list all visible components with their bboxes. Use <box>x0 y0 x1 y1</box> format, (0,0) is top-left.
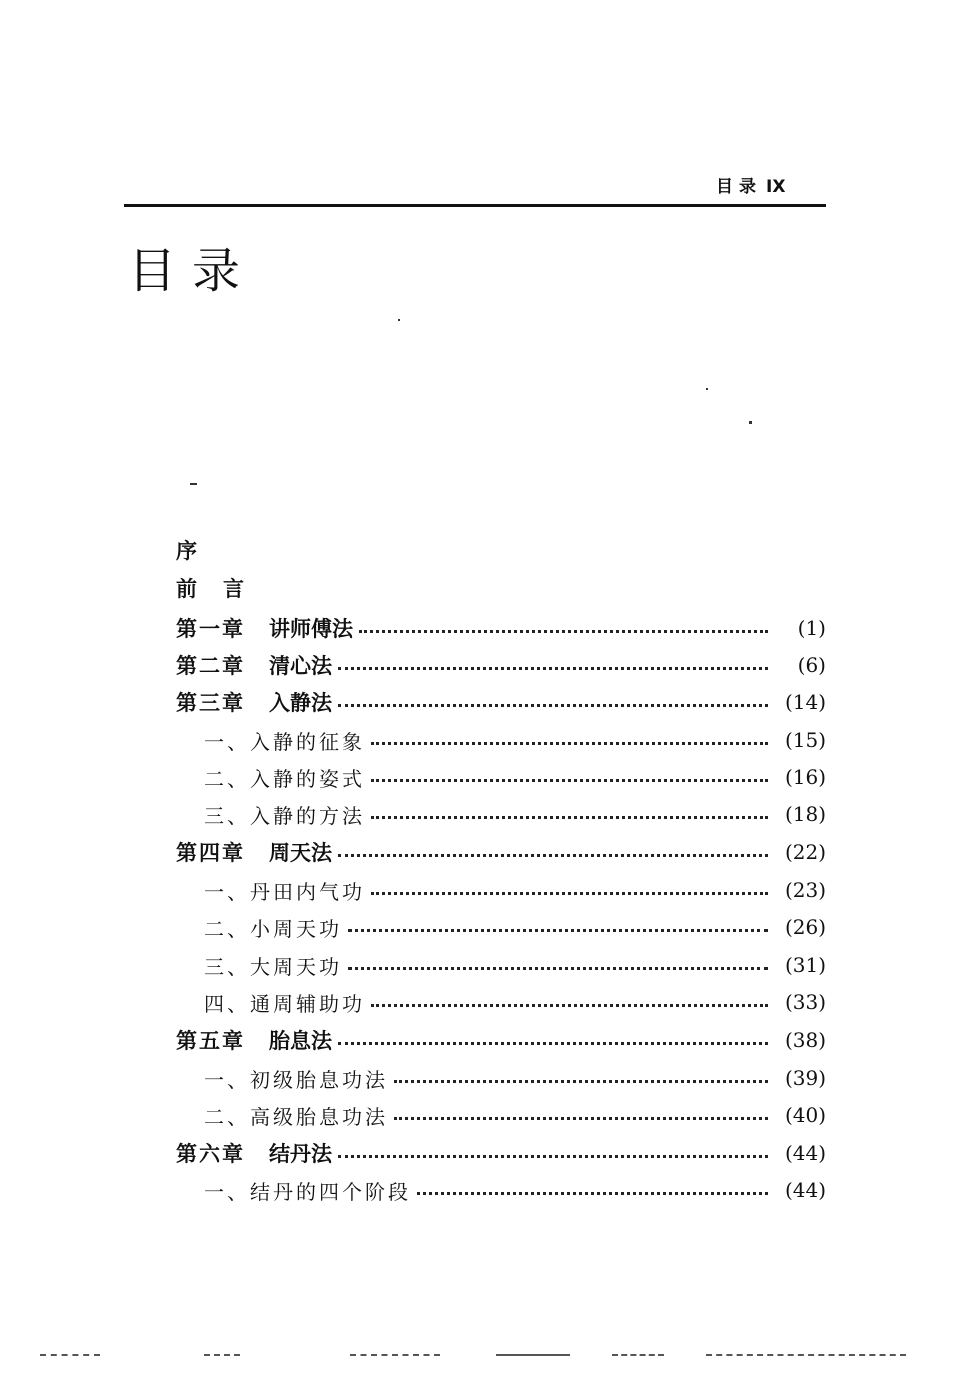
toc-page-number: (26) <box>784 915 826 939</box>
dot-leader <box>371 892 768 895</box>
toc-chapter-label <box>176 1138 332 1168</box>
page-title: 目录 <box>128 243 257 299</box>
dot-leader <box>371 779 768 782</box>
section-title: 一、结丹的四个阶段 <box>204 1179 411 1204</box>
toc-section-row <box>176 762 826 792</box>
dot-leader <box>338 704 768 707</box>
toc-page-number: (33) <box>784 990 826 1014</box>
dot-leader <box>371 816 768 819</box>
section-title: 二、入静的姿式 <box>204 766 365 791</box>
section-title: 三、入静的方法 <box>204 803 365 828</box>
running-head <box>716 172 785 197</box>
toc-chapter-label <box>176 837 332 867</box>
toc-chapter-row <box>176 1138 826 1168</box>
toc-page-number: (31) <box>784 953 826 977</box>
toc-chapter-row <box>176 1025 826 1055</box>
chapter-number: 第一章 <box>176 617 245 641</box>
toc-page-number: (44) <box>784 1178 826 1202</box>
scan-edge-marks <box>40 1354 100 1356</box>
dot-leader <box>338 854 768 857</box>
scan-edge-marks <box>204 1354 240 1356</box>
chapter-title: 胎息法 <box>269 1029 332 1053</box>
toc-chapter-label <box>176 687 332 717</box>
section-title: 三、大周天功 <box>204 954 342 979</box>
section-title: 一、入静的征象 <box>204 729 365 754</box>
scan-edge-marks <box>706 1354 906 1356</box>
dot-leader <box>338 667 768 670</box>
toc-chapter-label <box>176 650 332 680</box>
scan-speck <box>706 388 708 390</box>
section-title: 一、丹田内气功 <box>204 879 365 904</box>
toc-entry-row <box>176 573 826 603</box>
section-title: 四、通周辅助功 <box>204 991 365 1016</box>
toc-page-number: (6) <box>797 653 826 677</box>
dot-leader <box>359 630 768 633</box>
chapter-number: 第五章 <box>176 1029 245 1053</box>
chapter-title: 结丹法 <box>269 1142 332 1166</box>
scan-speck <box>749 421 752 424</box>
chapter-title: 入静法 <box>269 691 332 715</box>
section-title: 一、初级胎息功法 <box>204 1067 388 1092</box>
toc-section-row <box>176 725 826 755</box>
toc-chapter-row <box>176 650 826 680</box>
chapter-title: 周天法 <box>269 841 332 865</box>
toc-section-row <box>176 987 826 1017</box>
chapter-title: 讲师傅法 <box>269 617 353 641</box>
dot-leader <box>394 1117 768 1120</box>
chapter-number: 第三章 <box>176 691 245 715</box>
toc-chapter-label <box>176 1025 332 1055</box>
toc-page-number: (1) <box>797 616 826 640</box>
toc-page-number: (22) <box>784 840 826 864</box>
dot-leader <box>338 1155 768 1158</box>
dot-leader <box>338 1042 768 1045</box>
toc-section-row <box>176 912 826 942</box>
toc-section-row <box>176 1063 826 1093</box>
toc-section-row <box>176 1100 826 1130</box>
toc-page-number: (15) <box>784 728 826 752</box>
dot-leader <box>417 1192 768 1195</box>
running-head-title: 目录 <box>716 177 762 197</box>
toc-page-number: (44) <box>784 1141 826 1165</box>
scan-speck <box>398 319 400 321</box>
toc-page-number: (39) <box>784 1066 826 1090</box>
toc-page-number: (14) <box>784 690 826 714</box>
chapter-number: 第二章 <box>176 654 245 678</box>
toc-section-row <box>176 875 826 905</box>
toc-chapter-row <box>176 613 826 643</box>
dot-leader <box>348 967 768 970</box>
scan-edge-marks <box>496 1354 570 1356</box>
section-title: 二、高级胎息功法 <box>204 1104 388 1129</box>
dot-leader <box>371 1004 768 1007</box>
toc-entry-row <box>176 535 826 565</box>
toc-page-number: (40) <box>784 1103 826 1127</box>
chapter-number: 第六章 <box>176 1142 245 1166</box>
toc-chapter-row <box>176 687 826 717</box>
section-title: 二、小周天功 <box>204 916 342 941</box>
dot-leader <box>371 742 768 745</box>
scan-edge-marks <box>612 1354 664 1356</box>
running-head-page-number: IX <box>766 177 786 197</box>
header-rule <box>124 204 826 207</box>
toc-section-row <box>176 950 826 980</box>
toc-section-row <box>176 799 826 829</box>
toc-page-number: (38) <box>784 1028 826 1052</box>
toc-page-number: (18) <box>784 802 826 826</box>
toc-chapter-label <box>176 613 353 643</box>
toc-page-number: (23) <box>784 878 826 902</box>
dot-leader <box>394 1080 768 1083</box>
toc-section-row <box>176 1175 826 1205</box>
chapter-title: 清心法 <box>269 654 332 678</box>
front-matter-title: 序 <box>176 539 223 563</box>
chapter-number: 第四章 <box>176 841 245 865</box>
scan-edge-marks <box>350 1354 440 1356</box>
dot-leader <box>348 929 768 932</box>
toc-page-number: (16) <box>784 765 826 789</box>
toc-chapter-row <box>176 837 826 867</box>
scan-speck <box>190 483 197 485</box>
front-matter-title: 前言 <box>176 577 270 601</box>
